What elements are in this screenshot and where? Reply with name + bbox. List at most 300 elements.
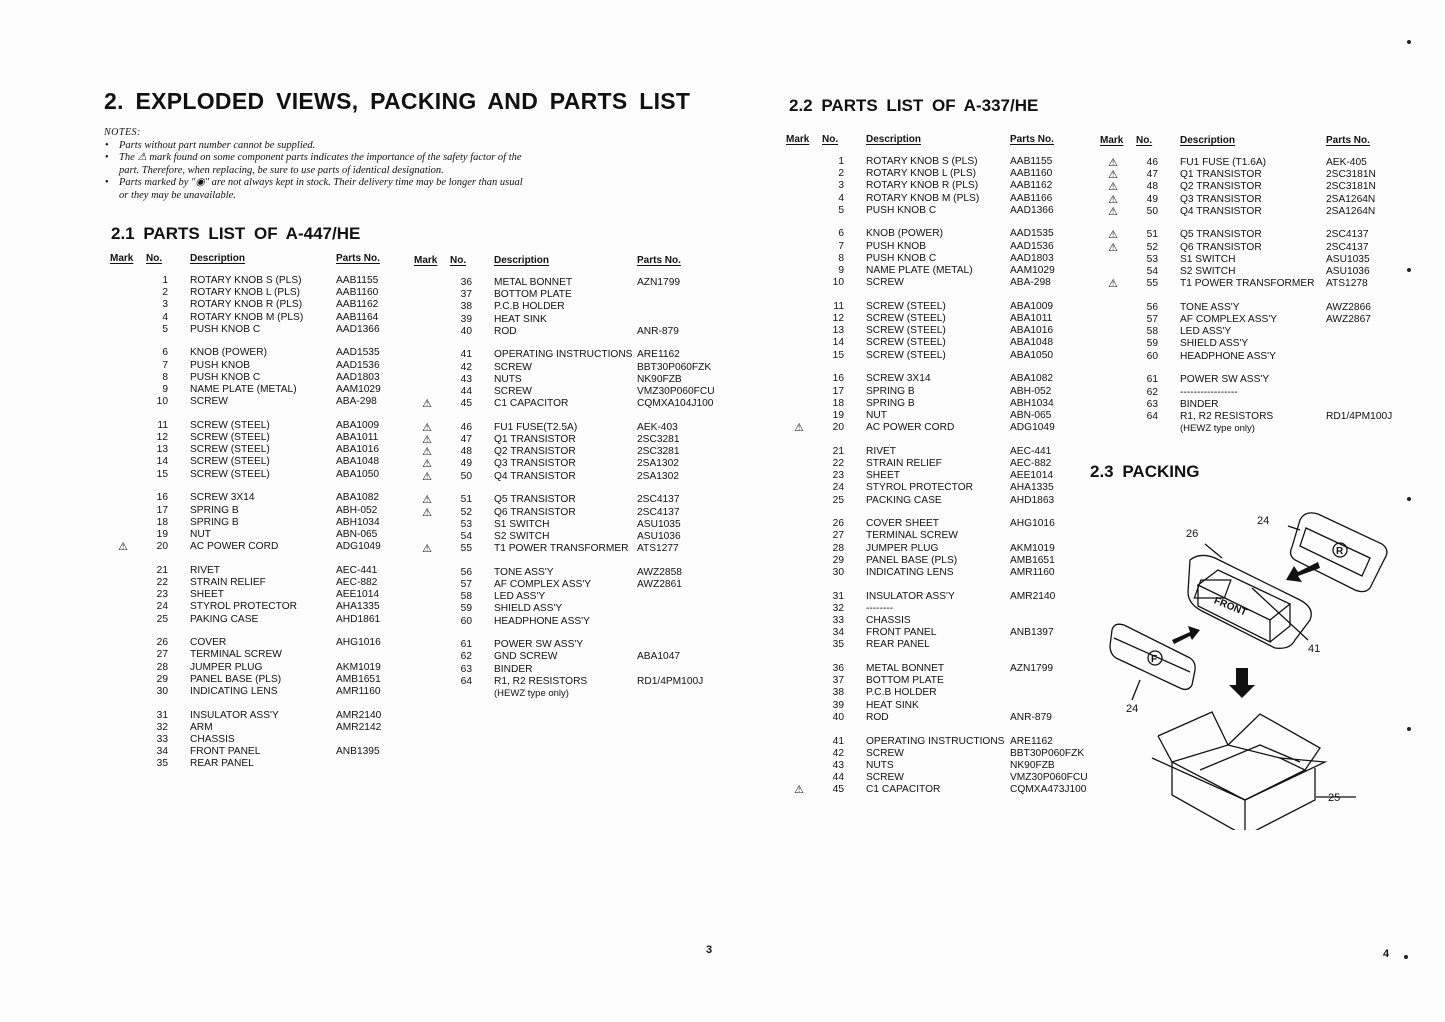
table-row <box>414 386 724 398</box>
part-number: ANB1397 <box>1010 627 1054 639</box>
item-description: STYROL PROTECTOR <box>190 601 297 613</box>
item-description: SCREW (STEEL) <box>190 456 270 468</box>
part-number: ATS1277 <box>637 543 679 555</box>
table-row <box>1100 194 1400 206</box>
item-description: S2 SWITCH <box>494 530 550 542</box>
table-row <box>786 446 1086 458</box>
item-number: 32 <box>156 721 168 733</box>
part-number: ASU1036 <box>637 530 681 542</box>
item-description: AC POWER CORD <box>866 422 955 434</box>
item-number: 25 <box>832 494 844 506</box>
item-number: 31 <box>832 590 844 602</box>
item-description: ROTARY KNOB S (PLS) <box>190 275 302 286</box>
item-description: SCREW (STEEL) <box>190 444 270 456</box>
part-number: AZN1799 <box>1010 663 1054 675</box>
part-number: AWZ2867 <box>1326 314 1371 326</box>
item-description: -------- <box>866 602 894 614</box>
item-description: R1, R2 RESISTORS <box>1180 410 1274 422</box>
item-description: OPERATING INSTRUCTIONS <box>494 349 633 361</box>
part-number: ABA1016 <box>1010 325 1054 337</box>
table-row <box>786 603 1086 615</box>
item-number: 57 <box>1146 314 1158 326</box>
part-number: AAB1155 <box>336 275 379 286</box>
part-number: AMR1160 <box>1010 566 1055 578</box>
part-number: 2SA1264N <box>1326 205 1376 217</box>
part-number: AAD1535 <box>1010 228 1054 240</box>
part-number: RD1/4PM100J <box>637 675 704 687</box>
item-description: S1 SWITCH <box>1180 253 1236 265</box>
item-number: 43 <box>832 759 844 771</box>
table-row <box>786 325 1086 337</box>
item-number: 38 <box>832 687 844 699</box>
item-number: 63 <box>1146 398 1158 410</box>
safety-mark-icon: ⚠ <box>118 541 128 554</box>
table-row <box>110 492 400 504</box>
item-number: 36 <box>832 663 844 675</box>
part-number: 2SC4137 <box>1326 241 1369 253</box>
table-row <box>1100 314 1400 326</box>
header-mark: Mark <box>414 255 438 266</box>
item-number: 2 <box>838 168 844 180</box>
table-row <box>414 289 724 301</box>
table-row <box>414 591 724 603</box>
item-number: 1 <box>162 275 168 286</box>
header-description: Description <box>190 253 246 264</box>
item-number: 50 <box>1146 205 1158 217</box>
item-number: 37 <box>832 675 844 687</box>
item-number: 26 <box>156 637 168 649</box>
part-number: BBT30P060FZK <box>1010 747 1085 759</box>
table-row <box>110 614 400 626</box>
table-row <box>786 663 1086 675</box>
item-number: 55 <box>1146 278 1158 290</box>
table-row <box>786 567 1086 579</box>
table-row <box>414 471 724 483</box>
item-description: R1, R2 RESISTORS <box>494 675 588 687</box>
table-row <box>414 277 724 289</box>
section-title-a447: 2.1 PARTS LIST OF A-447/HE <box>111 224 361 243</box>
table-row <box>786 241 1086 253</box>
table-row <box>110 324 400 336</box>
item-number: 22 <box>832 457 844 469</box>
safety-mark-icon: ⚠ <box>422 470 432 483</box>
item-number: 49 <box>1146 193 1158 205</box>
table-row <box>110 287 400 299</box>
item-number: 38 <box>460 301 472 313</box>
part-number: AEC-882 <box>1010 457 1052 469</box>
item-description: Q4 TRANSISTOR <box>1180 205 1262 217</box>
part-number: AHA1335 <box>1010 482 1054 494</box>
item-description: S1 SWITCH <box>494 518 550 530</box>
table-row <box>110 565 400 577</box>
svg-text:FRONT: FRONT <box>1212 595 1249 619</box>
item-note: (HEWZ type only) <box>1180 423 1255 435</box>
table-row <box>110 529 400 541</box>
label-24-rear: 24 <box>1257 515 1270 527</box>
item-description: RIVET <box>866 445 897 457</box>
item-description: KNOB (POWER) <box>190 347 267 359</box>
item-number: 6 <box>838 228 844 240</box>
item-description: Q6 TRANSISTOR <box>1180 241 1262 253</box>
item-number: 61 <box>1146 374 1158 386</box>
table-row <box>110 746 400 758</box>
part-number: NK90FZB <box>1010 759 1055 771</box>
item-number: 30 <box>832 566 844 578</box>
safety-mark-icon: ⚠ <box>1108 169 1118 182</box>
notes <box>104 127 534 202</box>
item-description: RIVET <box>190 564 221 576</box>
item-number: 31 <box>156 709 168 721</box>
item-number: 10 <box>156 396 168 408</box>
table-row <box>1100 157 1400 169</box>
part-number: ABA-298 <box>336 396 377 408</box>
item-number: 46 <box>1146 157 1158 168</box>
item-number: 48 <box>460 446 472 458</box>
table-row <box>414 579 724 591</box>
page-number-left: 3 <box>706 944 713 956</box>
item-description: GND SCREW <box>494 651 558 663</box>
part-number: ABA1009 <box>1010 300 1054 312</box>
table-row <box>786 350 1086 362</box>
item-number: 24 <box>156 601 168 613</box>
item-description: SCREW 3X14 <box>190 492 255 504</box>
item-number: 54 <box>1146 266 1158 277</box>
page-title: 2. EXPLODED VIEWS, PACKING AND PARTS LIST <box>104 88 691 114</box>
parts-table-a337-col2 <box>1100 135 1400 435</box>
table-row-note <box>414 688 724 700</box>
header-parts-no: Parts No. <box>637 255 681 266</box>
table-row <box>110 456 400 468</box>
item-number: 53 <box>460 518 472 530</box>
safety-mark-icon: ⚠ <box>422 494 432 507</box>
safety-mark-icon: ⚠ <box>1108 181 1118 194</box>
table-row <box>110 758 400 770</box>
item-number: 7 <box>838 240 844 252</box>
item-number: 45 <box>460 398 472 410</box>
part-number: ADG1049 <box>1010 422 1055 434</box>
item-description: NUTS <box>494 373 522 385</box>
item-description: INDICATING LENS <box>190 685 278 697</box>
item-description: ----------------- <box>1180 386 1238 398</box>
table-row <box>110 637 400 649</box>
item-description: INDICATING LENS <box>866 566 954 578</box>
table-row <box>414 519 724 531</box>
item-description: Q2 TRANSISTOR <box>1180 181 1262 193</box>
item-description: INSULATOR ASS'Y <box>190 709 279 721</box>
item-description: Q2 TRANSISTOR <box>494 446 576 458</box>
table-row <box>786 700 1086 712</box>
table-row <box>414 507 724 519</box>
item-number: 56 <box>460 566 472 578</box>
safety-mark-icon: ⚠ <box>1108 229 1118 242</box>
item-description: SCREW <box>494 361 532 373</box>
part-number: ABA1082 <box>1010 373 1054 385</box>
item-description: TONE ASS'Y <box>1180 301 1240 313</box>
table-row <box>786 156 1086 168</box>
item-number: 54 <box>460 530 472 542</box>
item-description: AC POWER CORD <box>190 541 279 553</box>
item-description: SCREW (STEEL) <box>866 349 946 361</box>
label-41: 41 <box>1308 643 1321 655</box>
item-description: HEADPHONE ASS'Y <box>494 615 590 627</box>
item-number: 49 <box>460 458 472 470</box>
table-row <box>786 639 1086 651</box>
table-row <box>786 168 1086 180</box>
item-number: 24 <box>832 482 844 494</box>
part-number: AAB1162 <box>336 299 379 311</box>
table-row <box>786 784 1086 796</box>
part-number: 2SC4137 <box>1326 229 1369 241</box>
table-row <box>1100 169 1400 181</box>
part-number: VMZ30P060FCU <box>637 386 715 397</box>
item-number: 47 <box>1146 169 1158 181</box>
item-description: BINDER <box>494 663 533 675</box>
part-number: AAB1162 <box>1010 180 1053 192</box>
item-number: 16 <box>832 373 844 385</box>
part-number: AMR2140 <box>1010 590 1056 602</box>
item-number: 20 <box>156 541 168 553</box>
item-description: SCREW (STEEL) <box>866 325 946 337</box>
table-row <box>786 277 1086 289</box>
item-number: 26 <box>832 518 844 530</box>
section-title-packing: 2.3 PACKING <box>1090 462 1200 481</box>
table-row <box>414 531 724 543</box>
table-row <box>110 275 400 287</box>
item-number: 46 <box>460 421 472 433</box>
item-description: PANEL BASE (PLS) <box>190 673 282 685</box>
item-description: NAME PLATE (METAL) <box>866 265 973 276</box>
item-number: 5 <box>838 204 844 216</box>
item-number: 1 <box>838 156 844 167</box>
item-description: P.C.B HOLDER <box>494 301 565 313</box>
table-row <box>786 410 1086 422</box>
item-number: 7 <box>162 359 168 371</box>
header-no: No. <box>450 255 467 266</box>
part-number: AHG1016 <box>336 637 381 649</box>
table-header <box>1100 135 1400 149</box>
packing-diagram <box>1100 500 1400 830</box>
item-note: (HEWZ type only) <box>494 687 569 699</box>
table-row <box>414 494 724 506</box>
item-number: 21 <box>832 445 844 457</box>
part-number: AHA1335 <box>336 601 380 613</box>
item-number: 10 <box>832 277 844 289</box>
part-number: AHD1863 <box>1010 494 1055 506</box>
table-row <box>414 314 724 326</box>
item-description: P.C.B HOLDER <box>866 687 937 699</box>
table-row <box>110 360 400 372</box>
item-description: C1 CAPACITOR <box>866 784 941 796</box>
item-number: 8 <box>162 371 168 383</box>
item-description: NUT <box>190 528 211 540</box>
item-number: 59 <box>1146 338 1158 350</box>
item-number: 36 <box>460 277 472 288</box>
part-number: AMB1651 <box>1010 554 1055 566</box>
table-row <box>1100 399 1400 411</box>
table-row <box>786 398 1086 410</box>
part-number: AEC-441 <box>1010 445 1052 457</box>
item-number: 33 <box>832 615 844 626</box>
table-row <box>786 772 1086 784</box>
table-row <box>786 193 1086 205</box>
table-row <box>786 543 1086 555</box>
label-26: 26 <box>1186 528 1199 540</box>
item-description: Q5 TRANSISTOR <box>494 494 576 506</box>
item-number: 40 <box>832 711 844 723</box>
item-description: SPRING B <box>190 516 239 528</box>
part-number: AAD1803 <box>336 371 380 383</box>
item-description: ROTARY KNOB M (PLS) <box>190 311 304 323</box>
table-row <box>110 444 400 456</box>
header-parts-no: Parts No. <box>1326 135 1370 146</box>
item-description: STYROL PROTECTOR <box>866 482 973 494</box>
part-number: AAB1164 <box>336 311 379 323</box>
item-description: SHIELD ASS'Y <box>494 603 563 615</box>
table-row <box>110 541 400 553</box>
item-description: AF COMPLEX ASS'Y <box>1180 314 1278 326</box>
item-description: FU1 FUSE (T1.6A) <box>1180 157 1267 168</box>
item-description: BOTTOM PLATE <box>494 289 572 301</box>
item-number: 19 <box>832 409 844 421</box>
table-row <box>786 591 1086 603</box>
item-number: 47 <box>460 434 472 446</box>
item-description: PUSH KNOB <box>866 240 927 252</box>
part-number: AEK-405 <box>1326 157 1367 168</box>
item-description: CHASSIS <box>866 615 911 626</box>
header-no: No. <box>822 134 839 145</box>
item-description: METAL BONNET <box>866 663 945 675</box>
part-number: AEK-403 <box>637 421 678 433</box>
table-row <box>1100 229 1400 241</box>
header-mark: Mark <box>786 134 810 145</box>
header-parts-no: Parts No. <box>1010 134 1054 145</box>
item-number: 29 <box>156 673 168 685</box>
part-number: AAD1536 <box>336 359 380 371</box>
item-description: INSULATOR ASS'Y <box>866 590 955 602</box>
item-number: 51 <box>1146 229 1158 241</box>
item-number: 45 <box>832 784 844 796</box>
safety-mark-icon: ⚠ <box>422 458 432 471</box>
table-row <box>786 337 1086 349</box>
safety-mark-icon: ⚠ <box>422 421 432 434</box>
item-description: Q3 TRANSISTOR <box>1180 193 1262 205</box>
item-description: CHASSIS <box>190 734 235 745</box>
table-row <box>414 301 724 313</box>
table-row <box>786 422 1086 434</box>
item-description: BOTTOM PLATE <box>866 675 944 687</box>
label-24-front: 24 <box>1126 703 1139 715</box>
item-number: 41 <box>460 349 472 361</box>
table-row <box>414 326 724 338</box>
item-description: COVER SHEET <box>866 518 940 530</box>
part-number: AEC-882 <box>336 576 378 588</box>
item-number: 58 <box>1146 326 1158 338</box>
safety-mark-icon: ⚠ <box>1108 193 1118 206</box>
part-number: ABA1048 <box>336 456 380 468</box>
item-number: 14 <box>832 337 844 349</box>
table-row <box>786 470 1086 482</box>
item-number: 13 <box>832 325 844 337</box>
table-row <box>786 748 1086 760</box>
safety-mark-icon: ⚠ <box>422 446 432 459</box>
table-row <box>110 674 400 686</box>
table-row <box>110 420 400 432</box>
header-description: Description <box>1180 135 1236 146</box>
parts-table-a337-col1 <box>786 134 1086 796</box>
part-number: NK90FZB <box>637 373 682 385</box>
part-number: ABA1048 <box>1010 337 1054 349</box>
table-row <box>110 734 400 746</box>
part-number: 2SA1302 <box>637 470 679 482</box>
item-number: 25 <box>156 613 168 625</box>
item-description: SCREW (STEEL) <box>190 468 270 480</box>
table-row <box>110 372 400 384</box>
part-number: ANB1395 <box>336 746 380 758</box>
item-description: FRONT PANEL <box>866 627 937 639</box>
part-number: AAB1160 <box>1010 168 1053 180</box>
item-number: 61 <box>460 639 472 651</box>
item-number: 60 <box>460 615 472 627</box>
item-number: 2 <box>162 287 168 299</box>
part-number: ASU1035 <box>1326 253 1370 265</box>
part-number: AAD1536 <box>1010 240 1054 252</box>
part-number: ABH1034 <box>336 516 380 528</box>
item-description: ROTARY KNOB M (PLS) <box>866 192 980 204</box>
part-number: ABH-052 <box>1010 385 1052 397</box>
item-description: SPRING B <box>190 504 239 516</box>
table-row <box>110 432 400 444</box>
item-description: PACKING CASE <box>866 494 942 506</box>
part-number: 2SC3181N <box>1326 169 1376 181</box>
item-number: 4 <box>162 311 168 323</box>
item-description: ROD <box>866 711 889 723</box>
item-description: JUMPER PLUG <box>866 542 939 554</box>
table-row <box>1100 206 1400 218</box>
part-number: AAM1029 <box>336 384 381 395</box>
part-number: ABH-052 <box>336 504 378 516</box>
part-number: BBT30P060FZK <box>637 361 712 373</box>
part-number: ANR-879 <box>637 325 679 337</box>
notes-header: NOTES: <box>104 127 141 138</box>
item-description: PUSH KNOB C <box>866 204 937 216</box>
item-description: SCREW (STEEL) <box>866 337 946 349</box>
safety-mark-icon: ⚠ <box>1108 205 1118 218</box>
item-number: 62 <box>1146 386 1158 398</box>
item-number: 58 <box>460 591 472 603</box>
item-description: LED ASS'Y <box>494 591 546 603</box>
item-description: PANEL BASE (PLS) <box>866 554 958 566</box>
item-description: Q5 TRANSISTOR <box>1180 229 1262 241</box>
table-row <box>786 675 1086 687</box>
item-number: 39 <box>832 699 844 711</box>
item-number: 42 <box>460 361 472 373</box>
item-description: Q1 TRANSISTOR <box>1180 169 1262 181</box>
header-description: Description <box>866 134 922 145</box>
table-row <box>414 349 724 361</box>
part-number: AAD1366 <box>336 323 380 335</box>
part-number: ABA1082 <box>336 492 380 504</box>
item-number: 35 <box>156 758 168 770</box>
item-number: 53 <box>1146 253 1158 265</box>
part-number: AAB1166 <box>1010 192 1053 204</box>
part-number: 2SA1302 <box>637 458 679 470</box>
table-row <box>110 649 400 661</box>
part-number: ARE1162 <box>1010 735 1053 747</box>
item-number: 42 <box>832 747 844 759</box>
item-description: PUSH KNOB C <box>190 371 261 383</box>
item-description: LED ASS'Y <box>1180 326 1232 338</box>
part-number: ABA1050 <box>1010 349 1054 361</box>
